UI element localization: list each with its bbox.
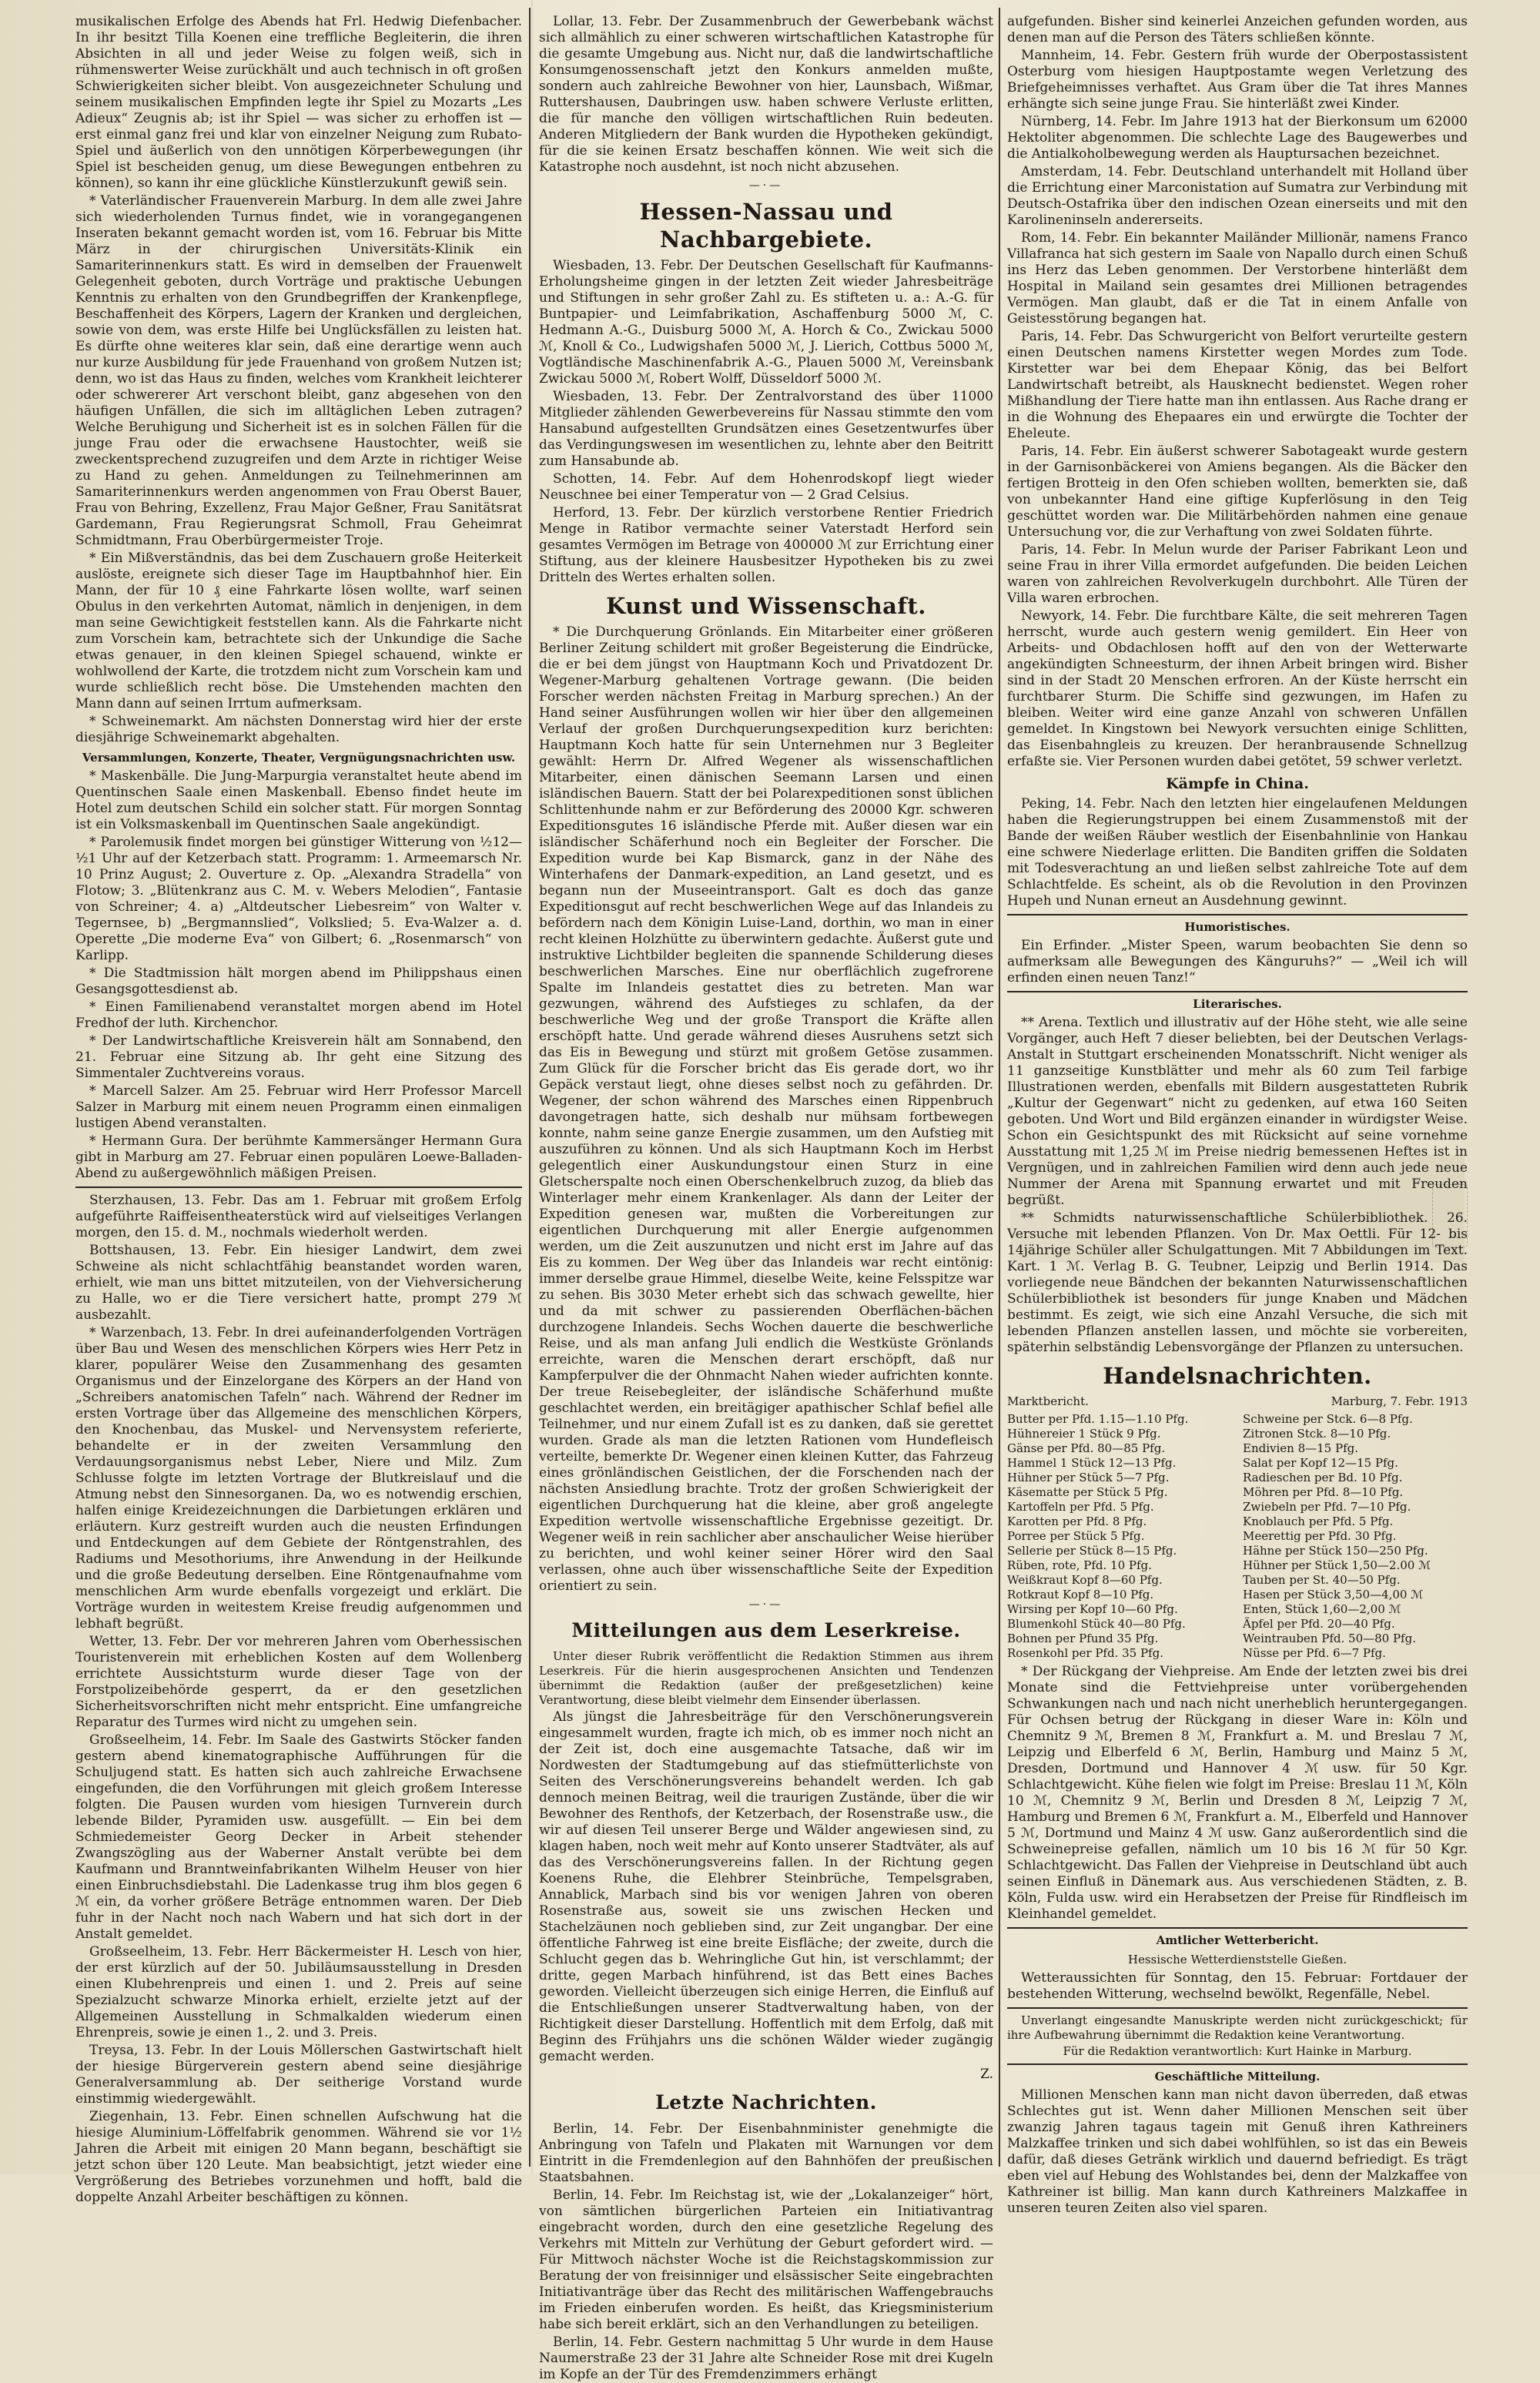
article-rom: Rom, 14. Febr. Ein bekannter Mailänder Millionär, namens Franco Villafranca hat sich gestern im Saale von Napallo durch einen Schuß ins Herz das Leben genommen. Der Verstorbene hinterläßt dem Hospital in Mailand sein gesamtes drei Millionen betragendes Vermögen. Man glaubt, daß er die Tat in einem Anfalle von Geistesstörung begangen hat. [1007, 230, 1468, 326]
article-paris-3: Paris, 14. Febr. In Melun wurde der Pariser Fabrikant Leon und seine Frau in ihrer Villa ermordet aufgefunden. Die beiden Leichen waren von zahlreichen Revolverkugeln durchbohrt. Alle Türen der Villa waren erbrochen. [1007, 542, 1468, 606]
column-rule [999, 8, 1000, 2167]
article-continued: aufgefunden. Bisher sind keinerlei Anzeichen gefunden worden, aus denen man auf die Person des Täters schließen könnte. [1007, 14, 1468, 45]
price-row: Porree per Stück 5 Pfg. [1007, 1529, 1145, 1543]
price-row: Gänse per Pfd. 80—85 Pfg. [1007, 1441, 1166, 1455]
price-row: Karotten per Pfd. 8 Pfg. [1007, 1514, 1147, 1528]
market-header [1007, 1394, 1468, 1409]
price-row: Bohnen per Pfund 35 Pfg. [1007, 1632, 1159, 1645]
price-row: Tauben per St. 40—50 Pfg. [1243, 1573, 1401, 1587]
article-kreisverein: * Der Landwirtschaftliche Kreisverein hält am Sonnabend, den 21. Februar eine Sitzung ab. Ihr geht eine Sitzung des Simmentaler Zuchtvereins voraus. [75, 1033, 522, 1081]
article-amsterdam: Amsterdam, 14. Febr. Deutschland unterhandelt mit Holland über die Errichtung einer Marconistation auf Sumatra zur Verbindung mit Deutsch-Ostafrika über den indischen Ozean einerseits und mit den Karolineninseln andererseits. [1007, 164, 1468, 228]
price-row: Endivien 8—15 Pfg. [1243, 1441, 1358, 1455]
article-groenland: * Die Durchquerung Grönlands. Ein Mitarbeiter einer größeren Berliner Zeitung schildert mit großer Begeisterung die Eindrücke, die er bei dem jüngst von Hauptmann Koch und Privatdozent Dr. Wegener-Marburg gehaltenen Vortrage gewann. (Die beiden Forscher werden nächsten Freitag in Marburg sprechen.) An der Hand seiner Ausführungen wollen wir hier über den allgemeinen Verlauf der großen Durchquerungsexpedition kurz berichten: Hauptmann Koch hatte für sein Unternehmen nur 3 Begleiter gewählt: Herrn Dr. Alfred Wegener als wissenschaftlichen Mitarbeiter, einen dänischen Seemann Larsen und einen isländischen Bauern. Statt der bei Polarexpeditionen sonst üblichen Schlittenhunde nahm er zur Beförderung des 20000 Kgr. schweren Expeditionsgutes 16 isländische Pferde mit. Außer diesen war ein isländischer Schäferhund noch ein Begleiter der Forscher. Die Expedition wurde bei Kap Bismarck, ganz in der Nähe des Winterhafens der Danmark-expedition, an Land gesetzt, und es begann nun der Museeintransport. Galt es doch das ganze Expeditionsgut auf recht beschwerlichen Wege auf das Inlandeis zu befördern nach dem Königin Luise-Land, dorthin, wo man in einer recht kleinen Holzhütte zu überwintern gedachte. Äußerst gute und instruktive Lichtbilder begleiten die spannende Schilderung dieses beschwerlichen Marsches. Eine nur oberflächlich zugefrorene Spalte im Inlandeis gestattet dies zu betreten. Man war gezwungen, während des Aufstieges zu schlafen, da der beschwerliche Weg und der große Transport die Kräfte allen erschöpft hatte. Und gerade während dieses Ausruhens setzt sich das Eis in Bewegung und stürzt mit großem Getöse zusammen. Zum Glück für die Forscher bricht das Eis gerade dort, wo ihr Gepäck verstaut liegt, ohne dieses selbst noch zu gefährden. Dr. Wegener, der schon während des Marsches einen Rippenbruch davongetragen hatte, sich deshalb nur mühsam fortbewegen konnte, nahm seine ganze Energie zusammen, um den Aufstieg mit auszuführen zu können. Und als sich Hauptmann Koch im Herbst gelegentlich einer Auskundungstour einen Sturz in eine Gletscherspalte noch einen Oberschenkelbruch zuzog, da blieb das Winterlager mehr einem Krankenlager. Als dann der Leiter der Expedition genesen war, mußten die Vorbereitungen zur eigentlichen Durchquerung mit aller Energie aufgenommen werden, um die Zeit auszunutzen und nicht erst im Jahre auf das Eis zu kommen. Der Weg über das Inlandeis war recht eintönig: immer derselbe graue Himmel, dieselbe Weite, keine Felsspitze war zu sehen. Bis 3030 Meter erhebt sich das schwach gewellte, hier und da mit schwer zu passierenden Oberflächen-bächen durchzogene Inlandeis. Sechs Wochen dauerte die beschwerliche Reise, und als man anfang Juli endlich die Westküste Grönlands erreichte, waren die Menschen derart erschöpft, daß nur Kampferpulver die der Ohnmacht Nahen wieder aufrichten konnte. Der treue Reisebegleiter, der isländische Schäferhund mußte geschlachtet werden, ein breitägiger apathischer Schlaf befiel alle Teilnehmer, und nur einem Zufall ist es zu danken, daß sie gerettet wurden. Grade als man die letzten Rationen vom Hundefleisch verteilte, bemerkte Dr. Wegener einen kleinen Kutter, das Fahrzeug eines grönländischen Geistlichen, der die Forschenden nach der nächsten Ansiedlung brachte. Trotz der großen Schwierigkeit der eigentlichen Durchquerung hat die kleine, aber groß angelegte Expedition wertvolle wissenschaftliche Ergebnisse gezeitigt. Dr. Wegener weiß in rein sachlicher aber anschaulicher Weise hierüber zu berichten, und wohl keiner seiner Hörer wird den Saal verlassen, ohne auch über wissenschaftliche Seite der Expedition orientiert zu sein. [539, 624, 993, 1594]
price-row: Butter per Pfd. 1.15—1.10 Pfg. [1007, 1412, 1189, 1426]
article-grossseelheim-2: Großseelheim, 13. Febr. Herr Bäckermeister H. Lesch von hier, der erst kürzlich auf der 50. Jubiläumsausstellung in Dresden einen Klubehrenpreis und einen 1. und 2. Preis auf seine Spezialzucht schwarze Minorka erhielt, erzielte jetzt auf der Allgemeinen Ausstellung in Schmalkalden wiederum einen Ehrenpreis, sowie je einen 1., 2. und 3. Preis. [75, 1944, 522, 2040]
price-row: Hammel 1 Stück 12—13 Pfg. [1007, 1456, 1177, 1470]
article-maskenbaelle: * Maskenbälle. Die Jung-Marpurgia veranstaltet heute abend im Quentinschen Saale einen Maskenball. Ebenso findet heute im Hotel zum deutschen Schild ein solcher statt. Für morgen Sonntag ist ein Volksmaskenball im Quentinschen Saale angekündigt. [75, 768, 522, 832]
article-schotten: Schotten, 14. Febr. Auf dem Hohenrodskopf liegt wieder Neuschnee bei einer Temperatur von — 2 Grad Celsius. [539, 471, 993, 503]
price-row: Wirsing per Kopf 10—60 Pfg. [1007, 1602, 1178, 1616]
article-peking: Peking, 14. Febr. Nach den letzten hier eingelaufenen Meldungen haben die Regierungstruppen bei einem Zusammenstoß mit der Bande der weißen Räuber westlich der Eisenbahnlinie von Hankau eine schwere Niederlage erlitten. Die Banditen griffen die Soldaten mit Todesverachtung an und ließen selbst zahlreiche Tote auf dem Schlachtfelde. Es scheint, als ob die Revolution in den Provinzen Hupeh und Nunan erneut an Ausdehnung gewinnt. [1007, 796, 1468, 909]
price-table [1007, 1412, 1468, 1661]
notice-manuscripts: Unverlangt eingesandte Manuskripte werden nicht zurückgeschickt; für ihre Aufbewahrung übernimmt die Redaktion keine Verantwortung. [1007, 2013, 1468, 2042]
section-heading-geschaeftlich: Geschäftliche Mitteilung. [1154, 2070, 1321, 2083]
article-treysa: Treysa, 13. Febr. In der Louis Möllerschen Gastwirtschaft hielt der hiesige Bürgerverein gestern abend seine diesjährige Generalversammlung ab. Der seitherige Vorstand wurde einstimmig wiedergewählt. [75, 2043, 522, 2107]
article-text: musikalischen Erfolge des Abends hat Frl. Hedwig Diefenbacher. In ihr besitzt Tilla Koenen eine treffliche Begleiterin, die ihren Absichten in all und jeder Weise zu folgen weiß, sich in rühmenswerter Weise zurückhält und auch technisch in oft großen Schwierigkeiten sicher bleibt. Von ausgezeichneter Schulung und seinem musikalischen Empfinden legte ihr Spiel zu Mozarts „Les Adieux“ Zeugnis ab; ist ihr Spiel — was sicher zu erhoffen ist — erst einmal ganz frei und klar von einzelner Neigung zum Rubato-Spiel und äußerlich von den unnötigen Körperbewegungen (ihr Spiel ist bescheiden genug, um diese Bewegungen entbehren zu können), so kann ihr eine glückliche Künstlerzukunft gewiß sein. [75, 14, 522, 191]
article-herford: Herford, 13. Febr. Der kürzlich verstorbene Rentier Friedrich Menge in Ratibor vermachte seiner Vaterstadt Herford sein gesamtes Vermögen im Betrage von 400000 ℳ zur Errichtung einer Stiftung, aus der kleinere Hausbesitzer Hypotheken bis zu zwei Dritteln des Wertes erhalten sollen. [539, 505, 993, 585]
section-heading-leserkreis: Mitteilungen aus dem Leserkreise. [571, 1619, 961, 1642]
price-row: Salat per Kopf 12—15 Pfg. [1243, 1456, 1398, 1470]
signature: Z. [980, 2067, 993, 2082]
divider [1007, 2063, 1468, 2065]
article-erfinder: Ein Erfinder. „Mister Speen, warum beobachten Sie denn so aufmerksam alle Bewegungen des Känguruhs?“ — „Weil ich will erfinden einen neuen Tanz!“ [1007, 938, 1468, 986]
article-lollar: Lollar, 13. Febr. Der Zusammenbruch der Gewerbebank wächst sich allmählich zu einer schweren wirtschaftlichen Katastrophe für die gesamte Umgebung aus. Nicht nur, daß die landwirtschaftliche Konsumgenossenschaft jetzt den Konkurs anmelden mußte, sondern auch zahlreiche Bewohner von hier, Launsbach, Wißmar, Ruttershausen, Daubringen usw. haben schwere Verluste erlitten, die für manche den völligen wirtschaftlichen Ruin bedeuten. Anderen Mitgliedern der Bank wurden die Hypotheken gekündigt, für die sie keinen Ersatz beschaffen können. Wie weit sich die Katastrophe noch ausdehnt, ist noch nicht abzusehen. [539, 14, 993, 175]
article-schweinemarkt: * Schweinemarkt. Am nächsten Donnerstag wird hier der erste diesjährige Schweinemarkt abgehalten. [75, 714, 522, 745]
article-paris-1: Paris, 14. Febr. Das Schwurgericht von Belfort verurteilte gestern einen Deutschen namens Kirstetter wegen Mordes zum Tode. Kirstetter war bei dem Ehepaar König, das bei Belfort Landwirtschaft betreibt, als Hausknecht bedienstet. Wegen roher Mißhandlung der Tiere hatte man ihn entlassen. Aus Rache drang er in die Wohnung des Ehepaares ein und erwürgte die Tochter der Eheleute. [1007, 329, 1468, 441]
price-row: Rotkraut Kopf 8—10 Pfg. [1007, 1588, 1154, 1601]
price-row: Rüben, rote, Pfd. 10 Pfg. [1007, 1558, 1152, 1572]
price-row: Meerettig per Pfd. 30 Pfg. [1243, 1529, 1397, 1543]
price-row: Kartoffeln per Pfd. 5 Pfg. [1007, 1500, 1154, 1514]
price-column-left [1007, 1412, 1232, 1661]
weather-station: Hessische Wetterdienststelle Gießen. [1127, 1953, 1348, 1966]
article-malzkaffee: Millionen Menschen kann man nicht davon überreden, daß etwas Schlechtes gut ist. Wenn daher Millionen Menschen seit über zwanzig Jahren tagaus tagein mit Genuß ihren Kathreiners Malzkaffee trinken und sich dabei wohlfühlen, so ist das ein Beweis dafür, daß dieses Getränk wirklich und dauernd befriedigt. Es trägt eben viel auf Hebung des Wohlstandes bei, denn der Malzkaffee von Kathreiner ist billig. Man kann durch Kathreiners Malzkaffee in unseren teuren Zeiten also viel sparen. [1007, 2087, 1468, 2216]
article-gura: * Hermann Gura. Der berühmte Kammersänger Hermann Gura gibt in Marburg am 27. Februar einen populären Loewe-Balladen-Abend zu außergewöhnlich mäßigen Preisen. [75, 1133, 522, 1181]
article-viehpreise: * Der Rückgang der Viehpreise. Am Ende der letzten zwei bis drei Monate sind die Fettviehpreise unter vorübergehenden Schwankungen nach und nach nicht unerheblich heruntergegangen. Für Ochsen betrug der Rückgang in dieser Ware in: Köln und Chemnitz 9 ℳ, Bremen 8 ℳ, Frankfurt a. M. und Breslau 7 ℳ, Leipzig und Elberfeld 6 ℳ, Berlin, Hamburg und Mainz 5 ℳ, Dresden, Dortmund und Hannover 4 ℳ usw. für 50 Kgr. Schlachtgewicht. Kühe fielen wie folgt im Preise: Breslau 11 ℳ, Köln 10 ℳ, Chemnitz 9 ℳ, Berlin und Dresden 8 ℳ, Leipzig 7 ℳ, Hamburg und Bremen 6 ℳ, Frankfurt a. M., Elberfeld und Hannover 5 ℳ, Dortmund und Mainz 4 ℳ usw. Ganz außerordentlich sind die Schweinepreise gefallen, nämlich um 10 bis 16 ℳ für 50 Kgr. Schlachtgewicht. Das Fallen der Viehpreise in Deutschland übt auch seinen Einfluß in Dänemark aus. Aus verschiedenen Städten, z. B. Köln, Fulda usw. wird ein Herabsetzen der Preise für Rindfleisch im Kleinhandel gemeldet. [1007, 1664, 1468, 1922]
page-fold [531, 0, 534, 2174]
article-salzer: * Marcell Salzer. Am 25. Februar wird Herr Professor Marcell Salzer in Marburg mit einem neuen Programm einen einmaligen lustigen Abend veranstalten. [75, 1083, 522, 1131]
article-frauenverein: * Vaterländischer Frauenverein Marburg. In dem alle zwei Jahre sich wiederholenden Turnus findet, wie in vorangegangenen Inseraten bekannt gemacht worden ist, vom 16. Februar bis Mitte März in der chirurgischen Universitäts-Klinik ein Samariterinnenkurs statt. Es wird in demselben der Frauenwelt Gelegenheit geboten, durch Vorträge und praktische Uebungen Kenntnis zu erhalten von den Grundbegriffen der Krankenpflege, Beschaffenheit des Körpers, Lagern der Kranken und dergleichen, sowie von dem, was erste Hilfe bei Unglücksfällen zu leisten hat. Es dürfte ohne weiteres klar sein, daß eine derartige wenn auch nur kurze Ausbildung für jede Frauenhand von großem Nutzen ist; denn, wo ist das Haus zu finden, welches vom Krankheit leichterer oder schwererer Art verschont bleibt, ganz abgesehen von den häufigen Unfällen, die sich im alltäglichen Leben zutragen? Welche Beruhigung und Sicherheit ist es in solchen Fällen für die junge Frau oder die erwachsene Haustochter, weiß sie zweckentsprechend zuzugreifen und dem Arzte in richtiger Weise zu Hand zu gehen. Anmeldungen zu Teilnehmerinnen am Samariterinnenkurs werden angenommen von Frau Oberst Bauer, Frau von Behring, Exzellenz, Frau Major Geßner, Frau Sanitätsrat Gardemann, Frau Regierungsrat Schmoll, Frau Geheimrat Schmidtmann, Frau Oberbürgermeister Troje. [75, 193, 522, 548]
price-row: Weißkraut Kopf 8—60 Pfg. [1007, 1573, 1163, 1587]
article-stadtmission: * Die Stadtmission hält morgen abend im Philippshaus einen Gesangsgottesdienst ab. [75, 966, 522, 997]
weather-forecast: Wetteraussichten für Sonntag, den 15. Februar: Fortdauer der bestehenden Witterung, wechselnd bewölkt, Regenfälle, Nebel. [1007, 1970, 1468, 2002]
section-heading-letzte-nachrichten: Letzte Nachrichten. [655, 2091, 877, 2114]
price-row: Blumenkohl Stück 40—80 Pfg. [1007, 1617, 1186, 1631]
section-heading-literarisches: Literarisches. [1193, 997, 1282, 1011]
divider [1007, 1927, 1468, 1929]
article-mannheim: Mannheim, 14. Febr. Gestern früh wurde der Oberpostassistent Osterburg vom hiesigen Hauptpostamte wegen Verletzung des Briefgeheimnisses verhaftet. Aus Gram über die Tat ihres Mannes erhängte sich seine junge Frau. Sie hinterläßt zwei Kinder. [1007, 48, 1468, 112]
price-row: Hühner per Stück 1,50—2.00 ℳ [1243, 1558, 1431, 1572]
editorial-note: Unter dieser Rubrik veröffentlicht die Redaktion Stimmen aus ihrem Leserkreis. Für die hierin ausgesprochenen Ansichten und Tendenzen übernimmt die Redaktion (außer der preßgesetzlichen) keine Verantwortung, diese bleibt vielmehr dem Einsender überlassen. [539, 1649, 993, 1707]
section-heading-humor: Humoristisches. [1184, 920, 1291, 934]
column-left [75, 14, 522, 2205]
section-heading: Versammlungen, Konzerte, Theater, Vergnügungsnachrichten usw. [82, 751, 516, 765]
section-heading-china: Kämpfe in China. [1166, 775, 1309, 792]
divider [1007, 914, 1468, 915]
article-paris-2: Paris, 14. Febr. Ein äußerst schwerer Sabotageakt wurde gestern in der Garnisonbäckerei von Amiens begangen. Als die Bäcker den fertigen Brotteig in den Ofen schieben wollten, bemerkten sie, daß von unbekannter Hand eine giftige Kupferlösung in den Teig geschüttet worden war. Die Militärbehörden nahmen eine genaue Untersuchung vor, die zur Verhaftung von zwei Soldaten führte. [1007, 443, 1468, 540]
article-leserbrief: Als jüngst die Jahresbeiträge für den Verschönerungsverein eingesammelt wurden, fragte ich mich, ob es immer noch nicht an der Zeit ist, doch eine ausgemachte Tatsache, daß wir im Nordwesten der Stadtumgebung auf das stiefmütterlichste von Seiten des Verschönerungsvereins behandelt werden. Ich gab dennoch meinen Beitrag, weil die traurigen Zustände, über die wir Bewohner des Renthofs, der Ketzerbach, der Rosenstraße usw., die wir auf diesen Teil unserer Berge und Wälder angewiesen sind, zu klagen haben, noch weit mehr auf Konto unserer Stadtväter, als auf das des Verschönerungsvereins fallen. In der Richtung gegen Koenens Ruhe, die Elehbrer Steinbrüche, Tempelsgraben, Annablick, Marbach sind bis vor wenigen Jahren von oberen Rosenstraße aus, soweit sie uns zwischen Hecken und Stachelzäunen noch geblieben sind, zur Zeit ungangbar. Der eine öffentliche Fahrweg ist eine breite Eisfläche; der zweite, durch die Schlucht gegen das b. Wehringliche Gut hin, ist verschlammt; der dritte, gegen Marbach hinführend, ist das Bett eines Baches geworden. Vielleicht überzeugen sich einige Herren, die Einfluß auf die Entschließungen unserer Stadtverwaltung haben, von der Richtigkeit dieser Darstellung. Hoffentlich mit dem Erfolg, daß mit Beginn des Frühjahrs uns die schönen Wälder wieder zugängig gemacht werden. [539, 1709, 993, 2064]
column-middle [539, 14, 993, 2382]
section-heading-handel: Handelsnachrichten. [1103, 1363, 1372, 1389]
price-row: Nüsse per Pfd. 6—7 Pfg. [1243, 1646, 1386, 1660]
article-berlin-1: Berlin, 14. Febr. Der Eisenbahnminister genehmigte die Anbringung von Tafeln und Plakaten mit Warnungen vor dem Eintritt in die Fremdenlegion auf den Bahnhöfen der preußischen Staatsbahnen. [539, 2121, 993, 2185]
price-row: Rosenkohl per Pfd. 35 Pfg. [1007, 1646, 1163, 1660]
article-familienabend: * Einen Familienabend veranstaltet morgen abend im Hotel Fredhof der luth. Kirchenchor. [75, 999, 522, 1031]
article-missverstaendnis: * Ein Mißverständnis, das bei dem Zuschauern große Heiterkeit auslöste, ereignete sich dieser Tage im Hauptbahnhof hier. Ein Mann, der für 10 ₰ eine Fahrkarte lösen wollte, warf seinen Obulus in den verkehrten Automat, nämlich in denjenigen, in dem man seine Gewichtigkeit feststellen kann. Als die Fahrkarte nicht zum Vorschein kam, betrachtete sich der Unkundige die Sache etwas genauer, in den kleinen Spiegel schauend, winkte er wohlwollend der Karte, die trotzdem nicht zum Vorschein kam und wurde schließlich recht böse. Die Umstehenden machten den Mann dann auf seinen Irrtum aufmerksam. [75, 551, 522, 711]
article-schuelerbibliothek: ** Schmidts naturwissenschaftliche Schülerbibliothek. 26. Versuche mit lebenden Pflanzen. Von Dr. Max Oettli. Für 12- bis 14jährige Schüler aller Schulgattungen. Mit 7 Abbildungen im Text. Kart. 1 ℳ. Verlag B. G. Teubner, Leipzig und Berlin 1914. Das vorliegende neue Bändchen der bekannten Naturwissenschaftlichen Schülerbibliothek ist besonders für junge Knaben und Mädchen bestimmt. Es zeigt, wie sich eine Anzahl Versuche, die sich mit lebenden Pflanzen anstellen lassen, und möchte sie vorbereiten, späterhin selbständig Lebensvorgänge der Pflanzen zu untersuchen. [1007, 1210, 1468, 1355]
article-parolemusik: * Parolemusik findet morgen bei günstiger Witterung von ½12—½1 Uhr auf der Ketzerbach statt. Programm: 1. Armeemarsch Nr. 10 Prinz August; 2. Ouverture z. Op. „Alexandra Stradella“ von Flotow; 3. „Blütenkranz aus C. M. v. Webers Melodien“, Fantasie von Schreiner; 4. a) „Altdeutscher Liebesreim“ von Walter v. Tegernsee, b) „Bergmannslied“, Volkslied; 5. Eva-Walzer a. d. Operette „Die moderne Eva“ von Gilbert; 6. „Rosenmarsch“ von Karlipp. [75, 835, 522, 963]
article-grossseelheim: Großseelheim, 14. Febr. Im Saale des Gastwirts Stöcker fanden gestern abend kinematographische Aufführungen für die Schuljugend statt. Es hatten sich auch zahlreiche Erwachsene eingefunden, die den Vorführungen mit gleich großem Interesse folgten. Die Pausen wurden vom hiesigen Turnverein durch lebende Bilder, Pyramiden usw. ausgefüllt. — Ein bei dem Schmiedemeister Georg Decker in Arbeit stehender Zwangszögling aus der Waberner Anstalt verübte bei dem Kaufmann und Branntweinfabrikanten Wilhelm Heuser von hier einen Einbruchsdiebstahl. Die Ladenkasse trug ihm blos gegen 6 ℳ ein, da vorher größere Beträge entnommen waren. Der Dieb fuhr in der Nacht noch nach Wabern und hat sich dort in der Anstalt gemeldet. [75, 1732, 522, 1942]
price-row: Enten, Stück 1,60—2,00 ℳ [1243, 1602, 1401, 1616]
article-arena: ** Arena. Textlich und illustrativ auf der Höhe steht, wie alle seine Vorgänger, auch Heft 7 dieser beliebten, bei der Deutschen Verlags-Anstalt in Stuttgart erscheinenden Monatsschrift. Nicht weniger als 11 ganzseitige Kunstblätter und mehr als 60 zum Teil farbige Illustrationen werden, ebenfalls mit Bildern ausgestatteten Rubrik „Kultur der Gegenwart“ nicht zu gedenken, auf etwa 160 Seiten geboten. Und Wort und Bild ergänzen einander in würdigster Weise. Schon ein Gesichtspunkt des mit Rücksicht auf seine vornehme Ausstattung mit 1,25 ℳ im Preise niedrig bemessenen Heftes ist in Vergnügen, und in zahlreichen Familien wird denn auch jede neue Nummer der Arena mit Spannung erwartet und mit Freuden begrüßt. [1007, 1015, 1468, 1208]
column-rule [529, 8, 531, 2167]
column-right [1007, 14, 1468, 2216]
separator: —·— [748, 179, 784, 192]
price-column-right [1243, 1412, 1468, 1661]
article-bottshausen: Bottshausen, 13. Febr. Ein hiesiger Landwirt, dem zwei Schweine als nicht schlachtfähig beanstandet worden waren, erhielt, wie man uns bittet mitzuteilen, von der Viehversicherung zu Halle, wo er die Tiere versichert hatte, prompt 279 ℳ ausbezahlt. [75, 1243, 522, 1323]
article-berlin-3: Berlin, 14. Febr. Gestern nachmittag 5 Uhr wurde in dem Hause Naumerstraße 23 der 31 Jahre alte Schneider Rose mit drei Kugeln im Kopfe an der Tür des Fremdenzimmers erhängt [539, 2334, 993, 2382]
price-row: Schweine per Stck. 6—8 Pfg. [1243, 1412, 1413, 1426]
price-row: Käsematte per Stück 5 Pfg. [1007, 1485, 1168, 1499]
divider [1007, 991, 1468, 992]
article-nuernberg: Nürnberg, 14. Febr. Im Jahre 1913 hat der Bierkonsum um 62000 Hektoliter abgenommen. Die schlechte Lage des Baugewerbes und die Antialkoholbewegung werden als Hauptursachen bezeichnet. [1007, 114, 1468, 162]
article-berlin-2: Berlin, 14. Febr. Im Reichstag ist, wie der „Lokalanzeiger“ hört, von sämtlichen bürgerlichen Parteien ein Initiativantrag eingebracht worden, durch den eine gesetzliche Regelung des Verkehrs mit Mitteln zur Verhütung der Geburt gefordert wird. — Für Mittwoch nächster Woche ist die Reichstagskommission zur Beratung der von freisinniger und elsässischer Seite eingebrachten Initiativanträge über das Recht des militärischen Waffengebrauchs im Frieden einberufen worden. Es heißt, das Kriegsministerium habe sich bereit erklärt, sich an den Verhandlungen zu beteiligen. [539, 2187, 993, 2332]
section-heading-kunst: Kunst und Wissenschaft. [606, 593, 926, 619]
price-row: Zwiebeln per Pfd. 7—10 Pfg. [1243, 1500, 1411, 1514]
price-row: Hühnereier 1 Stück 9 Pfg. [1007, 1427, 1161, 1441]
price-row: Zitronen Stck. 8—10 Pfg. [1243, 1427, 1391, 1441]
article-wiesbaden: Wiesbaden, 13. Febr. Der Deutschen Gesellschaft für Kaufmanns-Erholungsheime gingen in der letzten Zeit wieder Jahresbeiträge und Stiftungen in sehr großer Zahl zu. Es stifteten u. a.: A.-G. für Buntpapier- und Leimfabrikation, Aschaffenburg 5000 ℳ, C. Hedmann A.-G., Duisburg 5000 ℳ, A. Horch & Co., Zwickau 5000 ℳ, Knoll & Co., Ludwigshafen 5000 ℳ, J. Lierich, Cottbus 5000 ℳ, Vogtländische Maschinenfabrik A.-G., Plauen 5000 ℳ, Vereinsbank Zwickau 5000 ℳ, Robert Wolff, Düsseldorf 5000 ℳ. [539, 258, 993, 387]
price-row: Äpfel per Pfd. 20—40 Pfg. [1243, 1617, 1395, 1631]
price-row: Hähne per Stück 150—250 Pfg. [1243, 1544, 1428, 1558]
separator: —·— [748, 1598, 784, 1611]
article-newyork: Newyork, 14. Febr. Die furchtbare Kälte, die seit mehreren Tagen herrscht, wurde auch gestern wenig gemildert. Ein Heer von Arbeits- und Obdachlosen hofft auf den von der Wetterwarte angekündigten Schneesturm, der ihnen Arbeit bringen wird. Bisher sind in der Stadt 20 Menschen erfroren. An der Küste herrscht ein furchtbarer Sturm. Die Schiffe sind gezwungen, im Hafen zu bleiben. Weiter wird eine ganze Anzahl von schweren Unfällen gemeldet. In Kingstown bei Newyork versuchten einige Schlitten, das Eisenbahngleis zu kreuzen. Der heranbrausende Schnellzug erfaßte sie. Vier Personen wurden dabei getötet, 59 schwer verletzt. [1007, 608, 1468, 769]
market-title: Marktbericht. [1007, 1394, 1089, 1408]
price-row: Radieschen per Bd. 10 Pfg. [1243, 1471, 1403, 1484]
market-place: Marburg, 7. Febr. 1913 [1331, 1394, 1468, 1408]
price-row: Hasen per Stück 3,50—4,00 ℳ [1243, 1588, 1424, 1601]
article-warzenbach: * Warzenbach, 13. Febr. In drei aufeinanderfolgenden Vorträgen über Bau und Wesen des menschlichen Körpers wies Herr Petz in klarer, populärer Weise den Zusammenhang des gesamten Organismus und der Einzelorgane des Körpers an der Hand von „Schreibers anatomischen Tafeln“ nach. Während der Redner im ersten Vortrage über das Allgemeine des menschlichen Körpers, den Knochenbau, das Muskel- und Nervensystem referierte, behandelte er in der zweiten Versammlung den Verdauungsorganismus nebst Leber, Niere und Milz. Zum Schlusse folgte im letzten Vortrage der Blutkreislauf und die Atmung nebst den Sinnesorganen. Da, wo es notwendig erschien, halfen einige Kreidezeichnungen die Darbietungen erklären und erläutern. Kurz gestreift wurden auch die neusten Erfindungen und Entdeckungen auf dem Gebiete der Röntgenstrahlen, des Radiums und Mesothoriums, ihre Anwendung in der Heilkunde und die große Bedeutung derselben. Eine Röntgenaufnahme vom menschlichen Arm wurde ebenfalls vorgezeigt und erklärt. Die Vorträge wurden in weitestem Kreise freudig aufgenommen und lebhaft begrüßt. [75, 1325, 522, 1632]
price-row: Weintrauben Pfd. 50—80 Pfg. [1243, 1632, 1416, 1645]
section-heading-hessen-nassau: Hessen-Nassau und Nachbargebiete. [639, 199, 893, 253]
article-ziegenhain: Ziegenhain, 13. Febr. Einen schnellen Aufschwung hat die hiesige Aluminium-Löffelfabrik genommen. Während sie vor 1½ Jahren die Arbeit mit einigen 20 Mann begann, beschäftigt sie jetzt schon über 120 Leute. Man beabsichtigt, jetzt wieder eine Vergrößerung des Betriebes vorzunehmen und hofft, bald die doppelte Anzahl Arbeiter beschäftigen zu können. [75, 2109, 522, 2205]
price-row: Sellerie per Stück 8—15 Pfg. [1007, 1544, 1177, 1558]
price-row: Möhren per Pfd. 8—10 Pfg. [1243, 1485, 1404, 1499]
section-heading-wetter: Amtlicher Wetterbericht. [1156, 1933, 1319, 1947]
divider [75, 1186, 522, 1188]
article-wiesbaden-2: Wiesbaden, 13. Febr. Der Zentralvorstand des über 11000 Mitglieder zählenden Gewerbevereins für Nassau stimmte den vom Hansabund aufgestellten Grundsätzen eines Gesetzentwurfes über das Verdingungswesen im wesentlichen zu, lehnte aber den Beitritt zum Hansabunde ab. [539, 389, 993, 469]
article-sterzhausen: Sterzhausen, 13. Febr. Das am 1. Februar mit großem Erfolg aufgeführte Raiffeisentheaterstück wird auf vielseitiges Verlangen morgen, den 15. d. M., nochmals wiederholt werden. [75, 1193, 522, 1240]
notice-editor: Für die Redaktion verantwortlich: Kurt Hainke in Marburg. [1063, 2044, 1412, 2058]
divider [1007, 2007, 1468, 2009]
price-row: Knoblauch per Pfd. 5 Pfg. [1243, 1514, 1394, 1528]
price-row: Hühner per Stück 5—7 Pfg. [1007, 1471, 1170, 1484]
article-wetter: Wetter, 13. Febr. Der vor mehreren Jahren vom Oberhessischen Touristenverein mit erheblichen Kosten auf dem Wollenberg errichtete Aussichtsturm wurde dieser Tage von der Forstpolizeibehörde gesperrt, da er den gesetzlichen Sicherheitsvorschriften nicht mehr entspricht. Eine umfangreiche Reparatur des Turmes wird nicht zu umgehen sein. [75, 1634, 522, 1730]
